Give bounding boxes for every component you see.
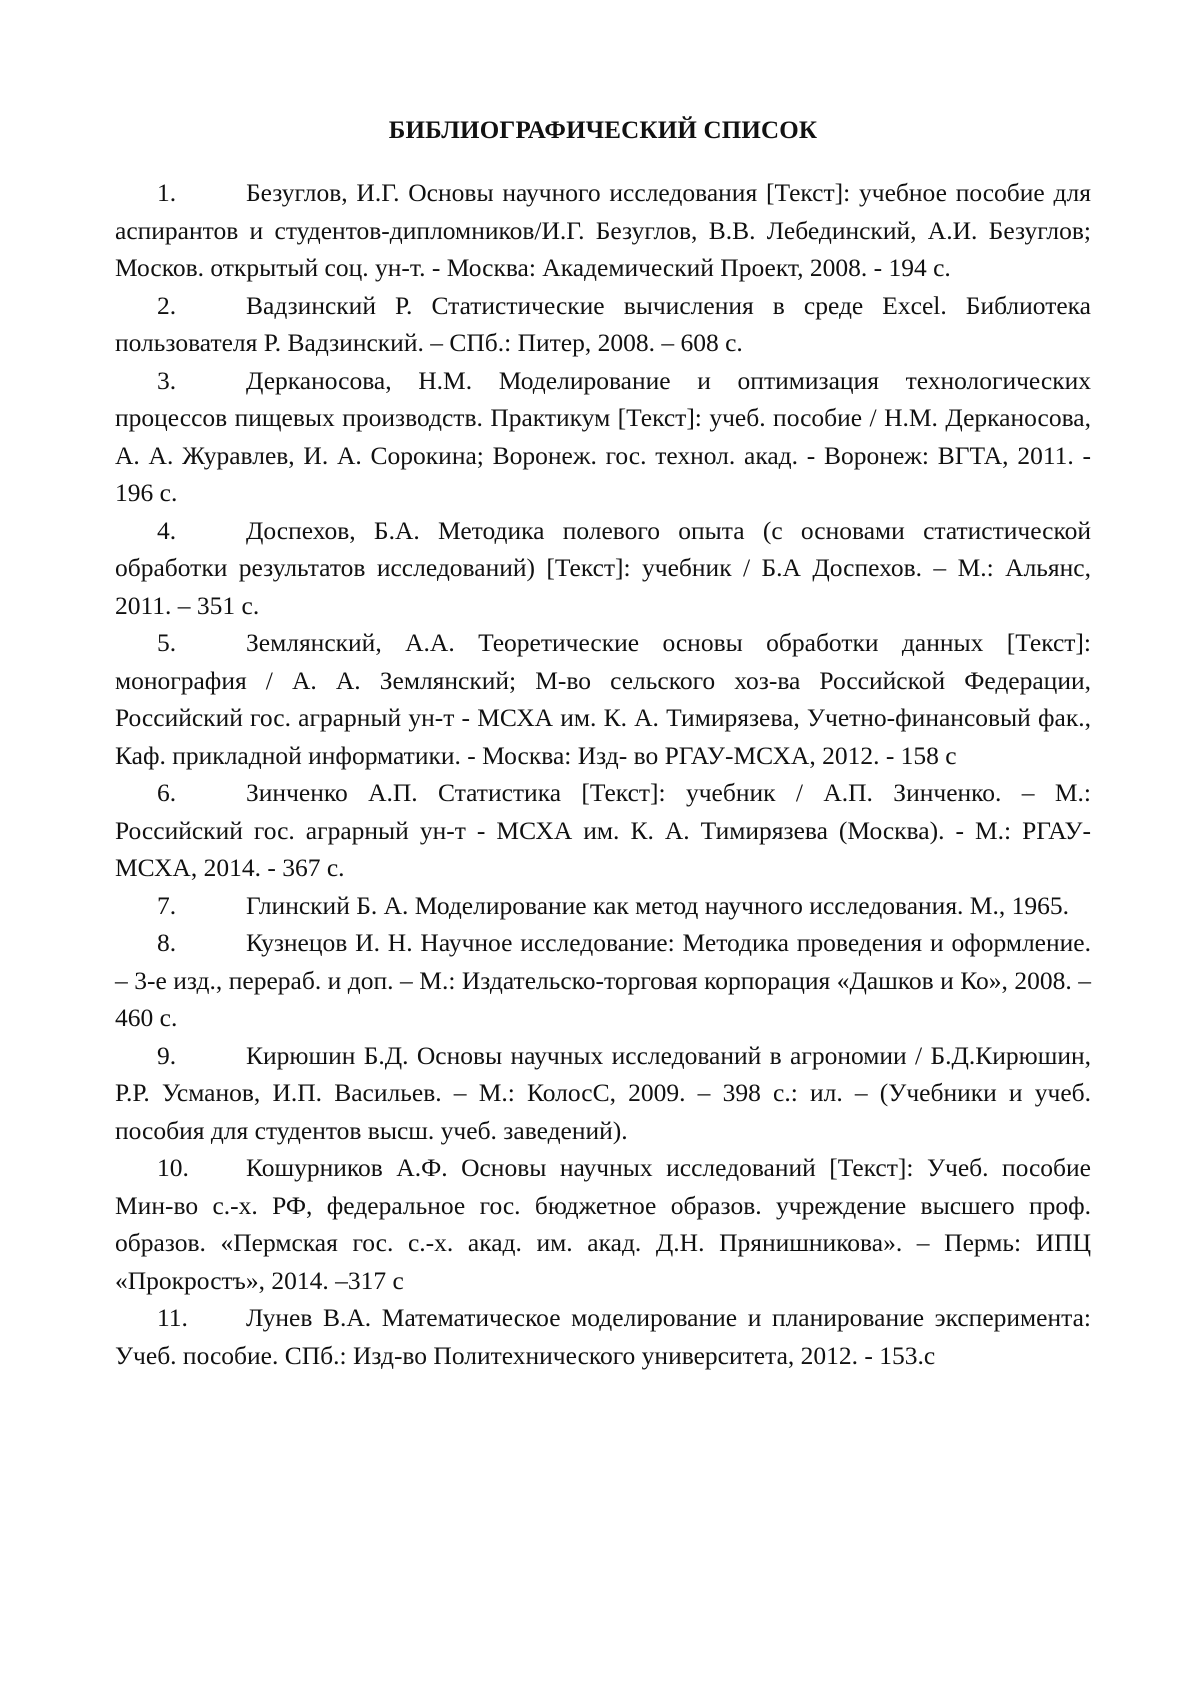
list-item [115, 1299, 1091, 1374]
reference-text: Безуглов, И.Г. Основы научного исследования [Текст]: учебное пособие для аспирантов и студентов-дипломников/И.Г. Безуглов, В.В. Лебединский, А.И. Безуглов; Москов. открытый соц. ун-т. - Москва: Академический Проект, 2008. - 194 с. [115, 178, 1091, 282]
reference-number: 10. [157, 1153, 189, 1182]
list-item [115, 624, 1091, 774]
reference-number: 6. [157, 778, 177, 807]
reference-text: Вадзинский Р. Статистические вычисления в среде Excel. Библиотека пользователя Р. Вадзинский. – СПб.: Питер, 2008. – 608 с. [115, 290, 1091, 357]
list-item [115, 887, 1091, 925]
reference-text: Кузнецов И. Н. Научное исследование: Методика проведения и оформление. – 3-е изд., перераб. и доп. – М.: Издательско-торговая корпорация «Дашков и Ко», 2008. – 460 с. [115, 928, 1091, 1032]
reference-number: 3. [157, 365, 177, 395]
reference-text: Доспехов, Б.А. Методика полевого опыта (с основами статистической обработки результатов исследований) [Текст]: учебник / Б.А Доспехов. – М.: Альянс, 2011. – 351 с. [115, 515, 1091, 620]
reference-number: 7. [157, 890, 177, 920]
reference-number: 11. [157, 1303, 188, 1332]
page-title: БИБЛИОГРАФИЧЕСКИЙ СПИСОК [388, 117, 818, 144]
list-item [115, 287, 1091, 362]
list-item [115, 1037, 1091, 1150]
reference-text: Зинченко А.П. Статистика [Текст]: учебник / А.П. Зинченко. – М.: Российский гос. аграрный ун-т - МСХА им. К. А. Тимирязева (Москва). - М.: РГАУ-МСХА, 2014. - 367 с. [115, 778, 1091, 882]
reference-text: Землянский, А.А. Теоретические основы обработки данных [Текст]: монография / А. А. Землянский; М-во сельского хоз-ва Российской Федерации, Российский гос. аграрный ун-т - МСХА им. К. А. Тимирязева, Учетно-финансовый фак., Каф. прикладной информатики. - Москва: Изд- во РГАУ-МСХА, 2012. - 158 с [115, 628, 1091, 770]
reference-text: Кошурников А.Ф. Основы научных исследований [Текст]: Учеб. пособие Мин-во с.-х. РФ, федеральное гос. бюджетное образов. учреждение высшего проф. образов. «Пермская гос. с.-х. акад. им. акад. Д.Н. Прянишникова». – Пермь: ИПЦ «Прокростъ», 2014. –317 с [115, 1153, 1091, 1295]
document-page [115, 112, 1091, 1374]
list-item [115, 174, 1091, 287]
reference-number: 9. [157, 1040, 177, 1070]
list-item [115, 924, 1091, 1037]
reference-text: Дерканосова, Н.М. Моделирование и оптимизация технологических процессов пищевых производств. Практикум [Текст]: учеб. пособие / Н.М. Дерканосова, А. А. Журавлев, И. А. Сорокина; Воронеж. гос. технол. акад. - Воронеж: ВГТА, 2011. - 196 с. [115, 365, 1091, 507]
reference-number: 2. [157, 290, 177, 320]
list-item [115, 512, 1091, 625]
reference-number: 4. [157, 515, 177, 545]
reference-list [115, 174, 1091, 1374]
reference-text: Лунев В.А. Математическое моделирование и планирование эксперимента: Учеб. пособие. СПб.: Изд-во Политехнического университета, 2012. - 153.с [115, 1303, 1091, 1370]
reference-number: 1. [157, 178, 177, 207]
reference-number: 8. [157, 928, 177, 957]
reference-number: 5. [157, 628, 177, 657]
list-item [115, 362, 1091, 512]
list-item [115, 774, 1091, 887]
reference-text: Глинский Б. А. Моделирование как метод научного исследования. М., 1965. [246, 890, 1069, 920]
list-item [115, 1149, 1091, 1299]
reference-text: Кирюшин Б.Д. Основы научных исследований в агрономии / Б.Д.Кирюшин, Р.Р. Усманов, И.П. Васильев. – М.: КолосС, 2009. – 398 с.: ил. – (Учебники и учеб. пособия для студентов высш. учеб. заведений). [115, 1040, 1091, 1145]
